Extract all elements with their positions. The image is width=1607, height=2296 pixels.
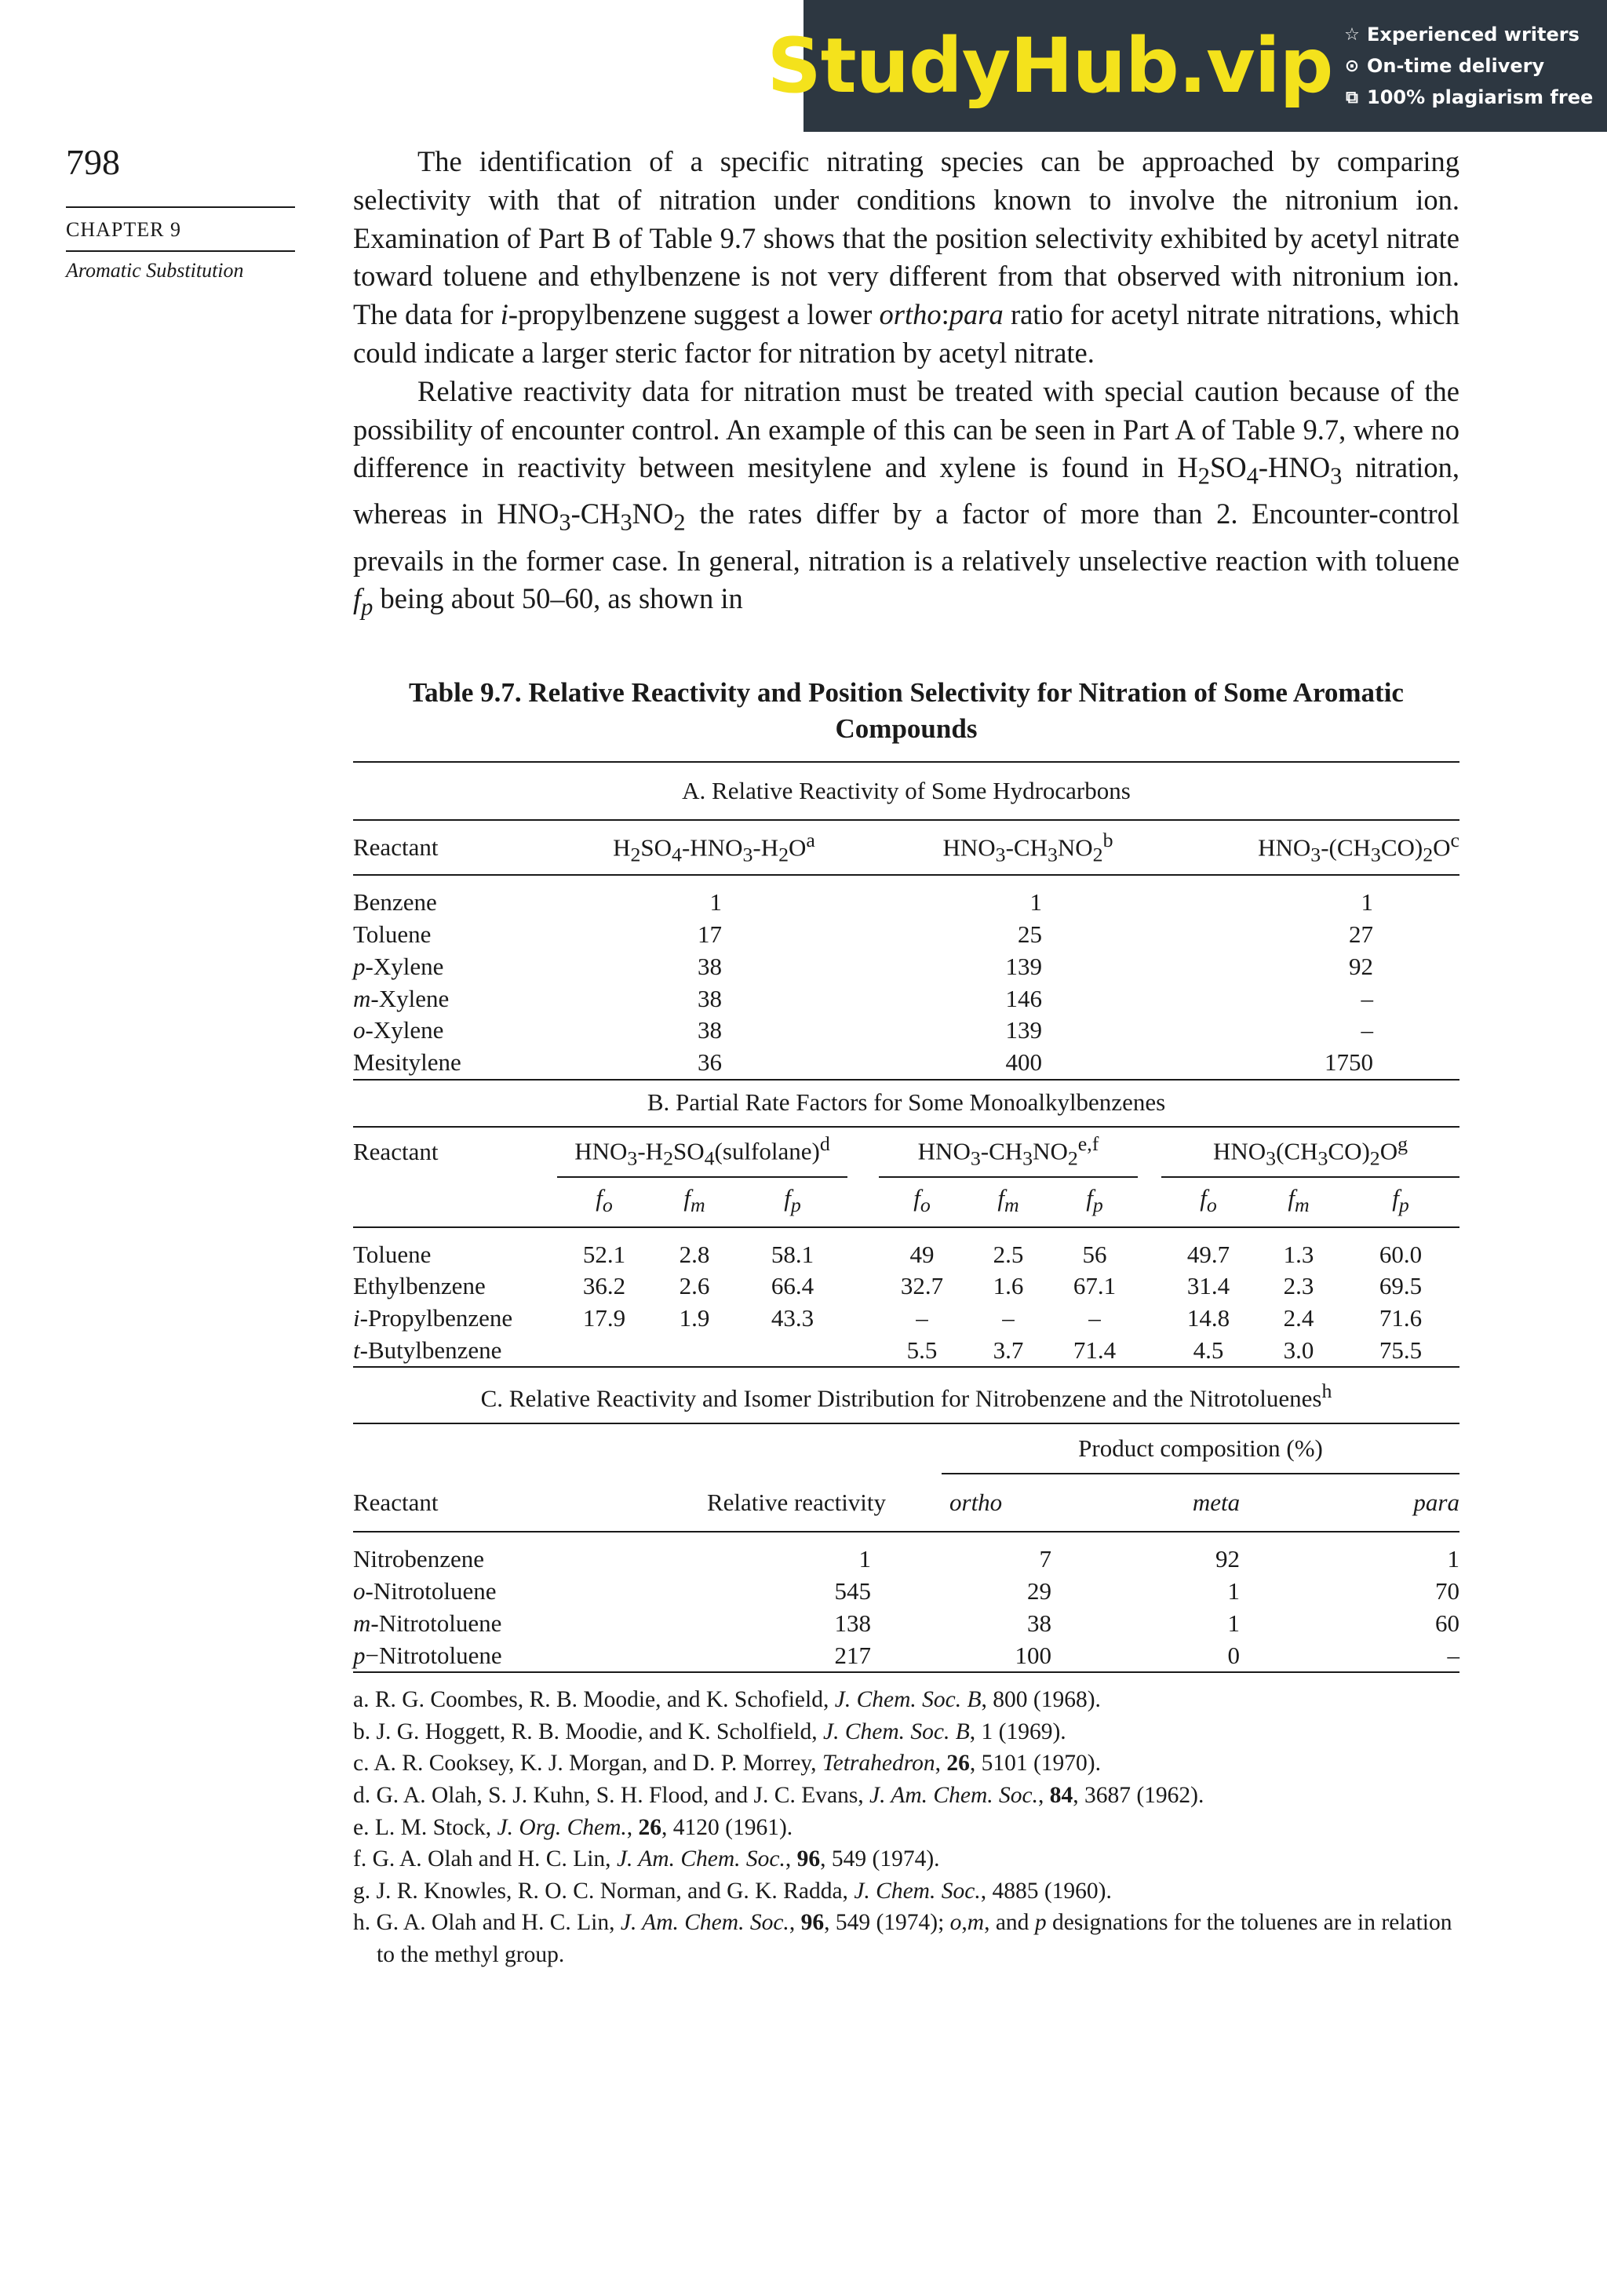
column-header: $HNO_3-H_2SO_4(sulfolane)^d$ [557, 1127, 847, 1177]
table-cell: 1 [1227, 1609, 1240, 1637]
reactant-name: Mesitylene [353, 1047, 557, 1080]
feature-label: 100% plagiarism free [1367, 86, 1594, 108]
feature-label: On-time delivery [1367, 55, 1545, 77]
table-cell [651, 1335, 738, 1368]
reactant-name: t-Butylbenzene [353, 1335, 557, 1368]
table-cell: 69.5 [1379, 1272, 1423, 1300]
table-row [353, 887, 1459, 919]
footnote: c. A. R. Cooksey, K. J. Morgan, and D. P. Morrey, Tetrahedron, 26, 5101 (1970). [353, 1751, 1102, 1777]
column-header: $H_2SO_4-HNO_3-H_2O^a$ [557, 820, 871, 875]
reactant-name: m-Xylene [353, 984, 450, 1012]
table-cell: 66.4 [771, 1272, 814, 1300]
column-header: Reactant [353, 1474, 651, 1532]
column-header: $f_o$ [879, 1177, 965, 1227]
table-cell: 36.2 [582, 1272, 626, 1300]
body-text [353, 143, 1459, 626]
table-cell: 38 [698, 984, 722, 1012]
table-cell: 1 [1447, 1545, 1459, 1573]
table-cell: 36 [557, 1047, 871, 1080]
table-part-c [353, 1368, 1459, 1673]
table-cell [557, 1335, 651, 1368]
reactant-name: Benzene [353, 888, 437, 917]
table-row [353, 1576, 1459, 1608]
table-cell: 4.5 [1161, 1335, 1255, 1368]
table-row [353, 951, 1459, 983]
table-cell: – [1303, 1640, 1459, 1673]
reactant-name: Toluene [353, 1240, 432, 1268]
table-cell: 545 [834, 1577, 871, 1605]
column-header: meta [1130, 1474, 1303, 1532]
table-caption: Table 9.7. Relative Reactivity and Position Selectivity for Nitration of Some Aromatic Compounds [409, 677, 1404, 745]
table-cell: 3.7 [965, 1335, 1051, 1368]
table-part-b [353, 1081, 1459, 1368]
table-cell: 71.6 [1379, 1304, 1423, 1332]
column-header: $f_m$ [651, 1177, 738, 1227]
table-cell: 43.3 [771, 1304, 814, 1332]
margin-rule [66, 250, 295, 252]
feature-experienced-writers [1343, 24, 1593, 46]
reactant-name: m-Nitrotoluene [353, 1609, 502, 1637]
table-cell: 1750 [1185, 1047, 1459, 1080]
column-header: $f_p$ [1051, 1177, 1138, 1227]
table-cell: 70 [1435, 1577, 1459, 1605]
footnote: d. G. A. Olah, S. J. Kuhn, S. H. Flood, and J. C. Evans, J. Am. Chem. Soc., 84, 3687 (1962). [353, 1783, 1204, 1809]
table-row [353, 1543, 1459, 1576]
table-cell: 0 [1130, 1640, 1303, 1673]
table-cell: 49 [909, 1240, 935, 1268]
table-cell: 67.1 [1073, 1272, 1117, 1300]
footnote: b. J. G. Hoggett, R. B. Moodie, and K. Scholfield, J. Chem. Soc. B, 1 (1969). [353, 1718, 1066, 1744]
paragraph: Relative reactivity data for nitration must be treated with special caution because of the possibility of encounter control. An example of this can be seen in Part A of Table 9.7, where no difference in reactivity between mesitylene and xylene is found in $H_2SO_4-HNO_3$ nitration, whereas in $HNO_3-CH_3NO_2$ the rates differ by a factor of more than 2. Encounter-control prevails in the former case. In general, nitration is a relatively unselective reaction with toluene $f_p$ being about 50–60, as shown in [353, 374, 1460, 621]
table-cell: 400 [871, 1047, 1185, 1080]
table-cell: 1 [709, 888, 722, 917]
part-c-title: C. Relative Reactivity and Isomer Distribution for Nitrobenzene and the Nitrotoluenes$^h$ [480, 1379, 1332, 1412]
reactant-name: o-Nitrotoluene [353, 1577, 497, 1605]
footnote: h. G. A. Olah and H. C. Lin, J. Am. Chem. Soc., 96, 549 (1974); o,m, and p designations for the toluenes are in relation to the methyl group. [353, 1910, 1452, 1968]
table-cell: 27 [1349, 920, 1373, 949]
clock-icon: ⊙ [1344, 56, 1360, 76]
footnote: f. G. A. Olah and H. C. Lin, J. Am. Chem. Soc., 96, 549 (1974). [353, 1846, 940, 1872]
section-label: Aromatic Substitution [66, 259, 244, 282]
table-row [353, 1239, 1459, 1271]
reactant-name: i-Propylbenzene [353, 1304, 513, 1332]
table-cell: 7 [1039, 1545, 1051, 1573]
column-header: $f_p$ [738, 1177, 847, 1227]
star-icon: ☆ [1344, 24, 1360, 45]
column-header: $f_o$ [557, 1177, 651, 1227]
margin-rule [66, 206, 295, 208]
table-cell: 58.1 [771, 1240, 814, 1268]
column-header: Product composition (%) [942, 1423, 1459, 1474]
table-cell: 25 [1018, 920, 1042, 949]
reactant-name: Toluene [353, 920, 432, 949]
table-row [353, 1640, 1459, 1673]
footnote: a. R. G. Coombes, R. B. Moodie, and K. Schofield, J. Chem. Soc. B, 800 (1968). [353, 1687, 1101, 1713]
table-row [353, 1047, 1459, 1080]
paragraph: The identification of a specific nitrating species can be approached by comparing selectivity with that of nitration under conditions known to involve the nitronium ion. Examination of Part B of Table 9.7 shows that the position selectivity exhibited by acetyl nitrate toward toluene and ethylbenzene is not very different from that observed with nitronium ion. The data for i-propylbenzene suggest a lower ortho:para ratio for acetyl nitrate nitrations, which could indicate a larger steric factor for nitration by acetyl nitrate. [353, 145, 1459, 369]
page-number: 798 [66, 142, 120, 182]
column-header: $HNO_3-(CH_3CO)_2O^c$ [1185, 820, 1459, 875]
table-cell: 14.8 [1186, 1304, 1230, 1332]
column-header: Reactant [353, 1127, 557, 1177]
table-cell: 31.4 [1186, 1272, 1230, 1300]
column-header: $f_p$ [1342, 1177, 1459, 1227]
table-cell: 138 [834, 1609, 871, 1637]
table-cell: 92 [1215, 1545, 1240, 1573]
table-row [353, 1335, 1459, 1368]
feature-label: Experienced writers [1367, 24, 1580, 46]
table-cell: 92 [1349, 952, 1373, 980]
table-row [353, 1303, 1459, 1335]
table-cell: 56 [1082, 1240, 1107, 1268]
studyhub-logo[interactable]: StudyHub.vip [767, 22, 1333, 110]
column-header: ortho [942, 1474, 1130, 1532]
table-row [353, 1608, 1459, 1640]
column-header: $f_m$ [1255, 1177, 1342, 1227]
table-cell: – [1002, 1304, 1015, 1332]
column-header: $f_m$ [965, 1177, 1051, 1227]
table-cell: 217 [651, 1640, 942, 1673]
table-cell: 38 [1027, 1609, 1051, 1637]
copy-icon: ⧉ [1346, 87, 1358, 108]
table-cell: 32.7 [900, 1272, 944, 1300]
table-cell: 2.5 [993, 1240, 1024, 1268]
column-header: $HNO_3-CH_3NO_2^b$ [871, 820, 1185, 875]
table-cell: 1 [1361, 888, 1373, 917]
table-cell: 1 [1029, 888, 1042, 917]
reactant-name: p-Xylene [353, 952, 444, 980]
table-cell: 17.9 [582, 1304, 626, 1332]
chapter-label: CHAPTER 9 [66, 218, 181, 241]
reactant-name: o-Xylene [353, 1016, 444, 1044]
table-cell: 60.0 [1379, 1240, 1423, 1268]
footnote: e. L. M. Stock, J. Org. Chem., 26, 4120 (1961). [353, 1814, 793, 1840]
table-footnotes [353, 1684, 1459, 1970]
table-row [353, 1270, 1459, 1303]
table-row [353, 919, 1459, 951]
table-cell: 2.6 [679, 1272, 710, 1300]
column-header: $HNO_3(CH_3CO)_2O^g$ [1161, 1127, 1459, 1177]
column-header: Relative reactivity [651, 1474, 942, 1532]
table-cell: 60 [1435, 1609, 1459, 1637]
table-cell: – [1088, 1304, 1101, 1332]
table-cell: 17 [698, 920, 722, 949]
table-cell: 1 [1227, 1577, 1240, 1605]
footnote: g. J. R. Knowles, R. O. C. Norman, and G. K. Radda, J. Chem. Soc., 4885 (1960). [353, 1878, 1112, 1904]
table-cell: 1.6 [993, 1272, 1024, 1300]
table-cell: 2.4 [1283, 1304, 1314, 1332]
table-part-a [353, 761, 1459, 1080]
table-cell [738, 1335, 847, 1368]
table-cell: 146 [1005, 984, 1042, 1012]
table-cell: 38 [698, 1016, 722, 1044]
table-cell: – [1361, 1016, 1373, 1044]
table-cell: 1 [858, 1545, 871, 1573]
table-cell: 1.3 [1283, 1240, 1314, 1268]
reactant-name: Nitrobenzene [353, 1545, 484, 1573]
table-cell: 100 [942, 1640, 1130, 1673]
banner-features [1296, 24, 1593, 108]
table-cell: 139 [1005, 952, 1042, 980]
main-column [353, 143, 1459, 1971]
table-cell: 38 [698, 952, 722, 980]
table-cell: 139 [1005, 1016, 1042, 1044]
table-cell: 5.5 [879, 1335, 965, 1368]
table-cell: 49.7 [1186, 1240, 1230, 1268]
ad-banner[interactable] [767, 0, 1607, 132]
table-cell: 2.3 [1283, 1272, 1314, 1300]
table-cell: 52.1 [582, 1240, 626, 1268]
table-cell: 3.0 [1255, 1335, 1342, 1368]
table-cell: 29 [1027, 1577, 1051, 1605]
table-row [353, 1015, 1459, 1047]
table-cell: 71.4 [1051, 1335, 1138, 1368]
feature-on-time-delivery [1343, 55, 1593, 77]
column-header: Reactant [353, 820, 557, 875]
part-b-title: B. Partial Rate Factors for Some Monoalkylbenzenes [647, 1088, 1166, 1117]
table-cell: 75.5 [1342, 1335, 1459, 1368]
table-cell: 1.9 [679, 1304, 710, 1332]
column-header: para [1303, 1474, 1459, 1532]
reactant-name: Ethylbenzene [353, 1272, 486, 1300]
column-header: $f_o$ [1161, 1177, 1255, 1227]
column-header: $HNO_3-CH_3NO_2^{e,f}$ [879, 1127, 1138, 1177]
feature-plagiarism-free [1343, 86, 1593, 108]
part-a-title: A. Relative Reactivity of Some Hydrocarbons [353, 762, 1459, 820]
reactant-name: p−Nitrotoluene [353, 1640, 651, 1673]
table-row [353, 983, 1459, 1015]
table-cell: – [916, 1304, 928, 1332]
table-cell: – [1361, 984, 1373, 1012]
table-cell: 2.8 [679, 1240, 710, 1268]
